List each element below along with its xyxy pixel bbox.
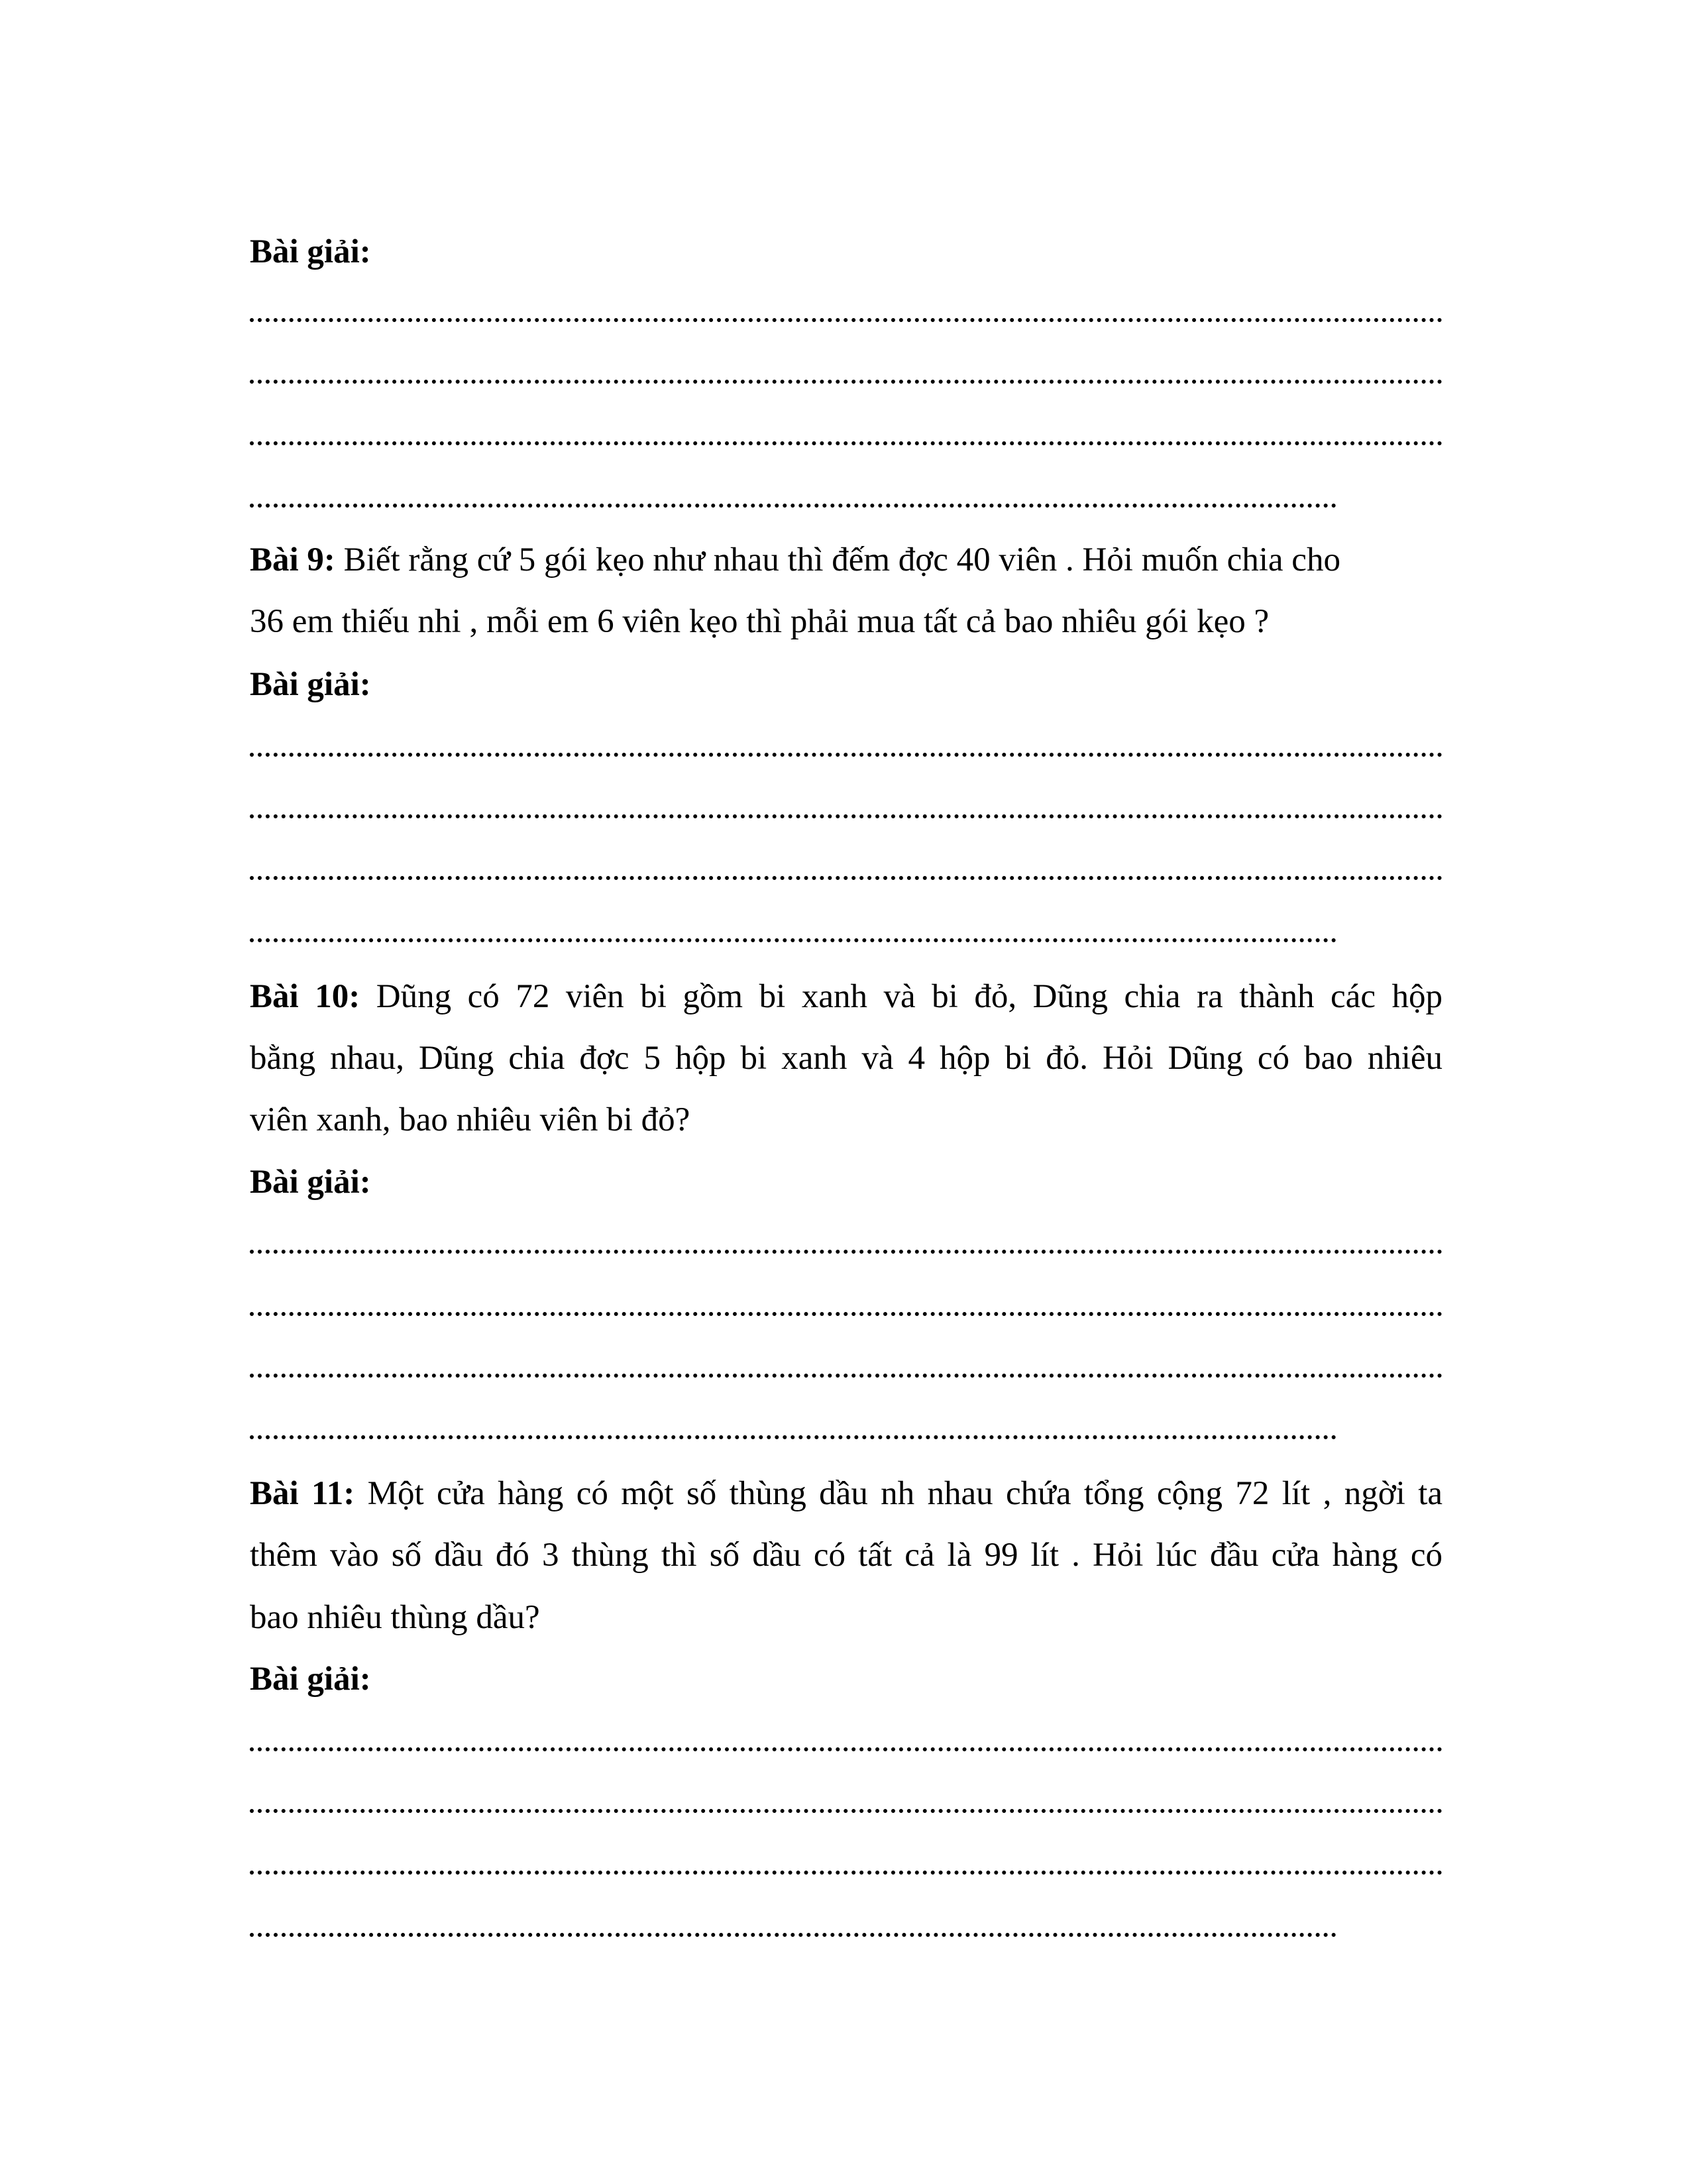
solution-label: Bài giải:	[250, 1164, 371, 1201]
answer-line	[250, 1429, 1336, 1439]
exercise-10-number: Bài 10:	[250, 978, 360, 1015]
exercise-11-number: Bài 11:	[250, 1475, 355, 1512]
answer-line	[250, 1864, 1443, 1875]
exercise-10-line-3: viên xanh, bao nhiêu viên bi đỏ?	[250, 1101, 690, 1138]
answer-line	[250, 435, 1443, 445]
exercise-10-line-2: bằng nhau, Dũng chia đợc 5 hộp bi xanh và 4 hộp bi đỏ. Hỏi Dũng có bao nhiêu	[250, 1040, 1443, 1077]
exercise-10-text: Dũng có 72 viên bi gồm bi xanh và bi đỏ, Dũng chia ra thành các hộp	[376, 978, 1443, 1015]
solution-label: Bài giải:	[250, 1661, 371, 1698]
solution-label: Bài giải:	[250, 233, 371, 270]
answer-line	[250, 869, 1443, 880]
exercise-11-line-3: bao nhiêu thùng dầu?	[250, 1599, 540, 1636]
exercise-9-text: Biết rằng cứ 5 gói kẹo như nhau thì đếm đợc 40 viên . Hỏi muốn chia cho	[343, 541, 1340, 578]
answer-line	[250, 311, 1443, 322]
answer-line	[250, 1802, 1443, 1813]
exercise-11-text: Một cửa hàng có một số thùng dầu nh nhau chứa tổng cộng 72 lít , ngời ta	[367, 1475, 1443, 1512]
exercise-9-line-2: 36 em thiếu nhi , mỗi em 6 viên kẹo thì phải mua tất cả bao nhiêu gói kẹo ?	[250, 603, 1270, 640]
answer-line	[250, 1926, 1336, 1937]
exercise-11-line-2: thêm vào số dầu đó 3 thùng thì số dầu có tất cả là 99 lít . Hỏi lúc đầu cửa hàng có	[250, 1537, 1443, 1574]
answer-line	[250, 373, 1443, 384]
answer-line	[250, 1741, 1443, 1751]
solution-label: Bài giải:	[250, 666, 371, 703]
answer-line	[250, 497, 1336, 508]
exercise-9-line-1	[250, 540, 1340, 580]
answer-line	[250, 808, 1443, 818]
answer-line	[250, 1243, 1443, 1254]
exercise-10-line-1	[250, 977, 1443, 1016]
answer-line	[250, 746, 1443, 757]
answer-line	[250, 932, 1336, 942]
exercise-9-number: Bài 9:	[250, 541, 335, 578]
answer-line	[250, 1367, 1443, 1378]
exercise-11-line-1	[250, 1474, 1443, 1513]
answer-line	[250, 1305, 1443, 1316]
